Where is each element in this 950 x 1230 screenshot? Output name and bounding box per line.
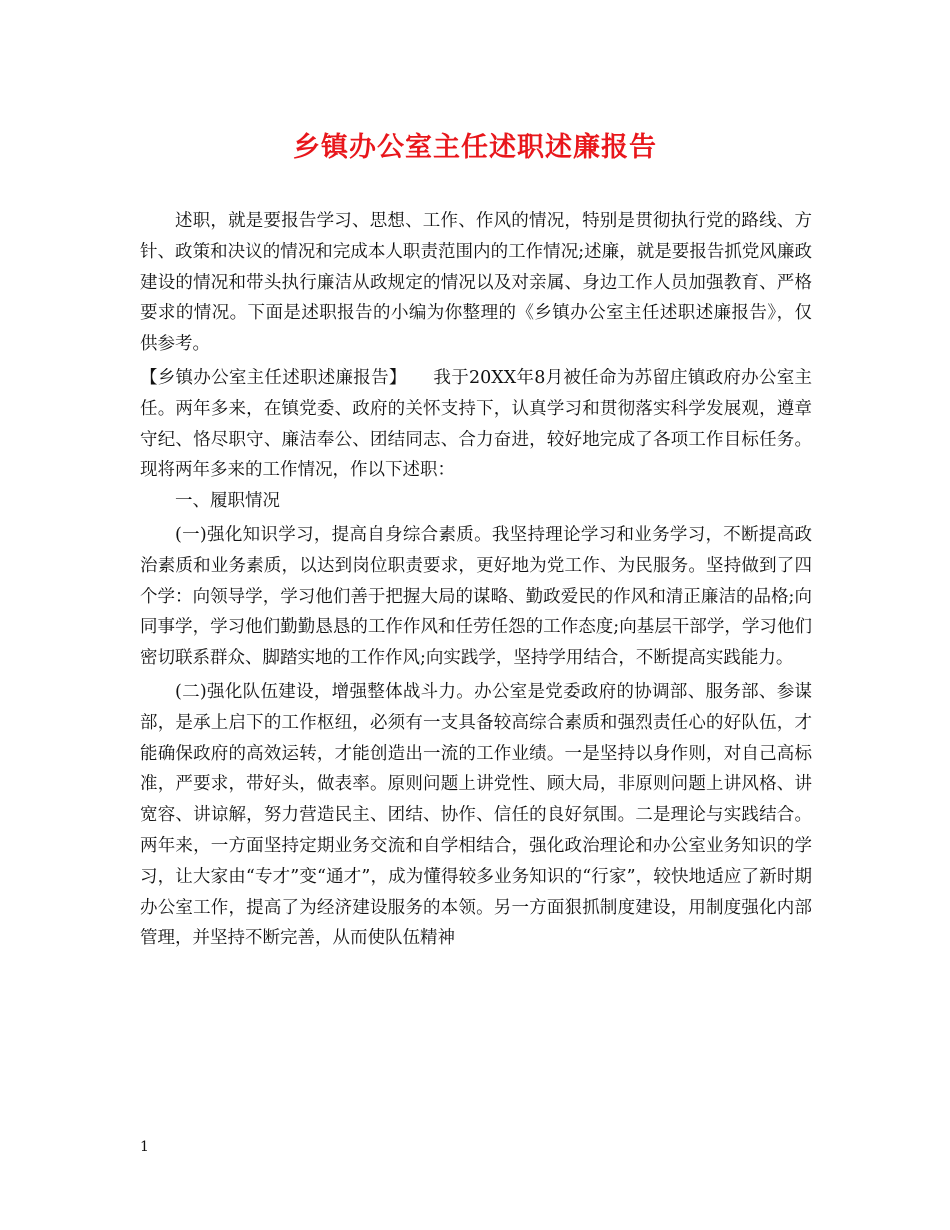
document-body: [140, 206, 812, 957]
learning-paragraph: (一)强化知识学习，提高自身综合素质。我坚持理论学习和业务学习，不断提高政治素质和业务素质，以达到岗位职责要求，更好地为党工作、为民服务。坚持做到了四个学：向领导学，学习他们善于把握大局的谋略、勤政爱民的作风和清正廉洁的品格;向同事学，学习他们勤勤恳恳的工作作风和任劳任怨的工作态度;向基层干部学，学习他们密切联系群众、脚踏实地的工作作风;向实践学，坚持学用结合，不断提高实践能力。: [140, 524, 812, 669]
report-opening-paragraph: 【乡镇办公室主任述职述廉报告】 我于20XX年8月被任命为苏留庄镇政府办公室主任。两年多来，在镇党委、政府的关怀支持下，认真学习和贯彻落实科学发展观，遵章守纪、恪尽职守、廉洁奉公、团结同志、合力奋进，较好地完成了各项工作目标任务。现将两年多来的工作情况，作以下述职：: [140, 367, 812, 481]
team-building-paragraph: (二)强化队伍建设，增强整体战斗力。办公室是党委政府的协调部、服务部、参谋部，是承上启下的工作枢纽，必须有一支具备较高综合素质和强烈责任心的好队伍，才能确保政府的高效运转，才能创造出一流的工作业绩。一是坚持以身作则，对自己高标准，严要求，带好头，做表率。原则问题上讲党性、顾大局，非原则问题上讲风格、讲宽容、讲谅解，努力营造民主、团结、协作、信任的良好氛围。二是理论与实践结合。两年来，一方面坚持定期业务交流和自学相结合，强化政治理论和办公室业务知识的学习，让大家由“专才”变“通才”，成为懂得较多业务知识的“行家”，较快地适应了新时期办公室工作，提高了为经济建设服务的本领。另一方面狠抓制度建设，用制度强化内部管理，并坚持不断完善，从而使队伍精神: [140, 681, 812, 949]
section-heading: 一、履职情况: [175, 491, 280, 512]
intro-paragraph: 述职，就是要报告学习、思想、工作、作风的情况，特别是贯彻执行党的路线、方针、政策和决议的情况和完成本人职责范围内的工作情况;述廉，就是要报告抓党风廉政建设的情况和带头执行廉洁从政规定的情况以及对亲属、身边工作人员加强教育、严格要求的情况。下面是述职报告的小编为你整理的《乡镇办公室主任述职述廉报告》，仅供参考。: [140, 211, 812, 355]
document-title: 乡镇办公室主任述职述廉报告: [293, 132, 657, 163]
page-number: 1: [140, 1139, 149, 1155]
